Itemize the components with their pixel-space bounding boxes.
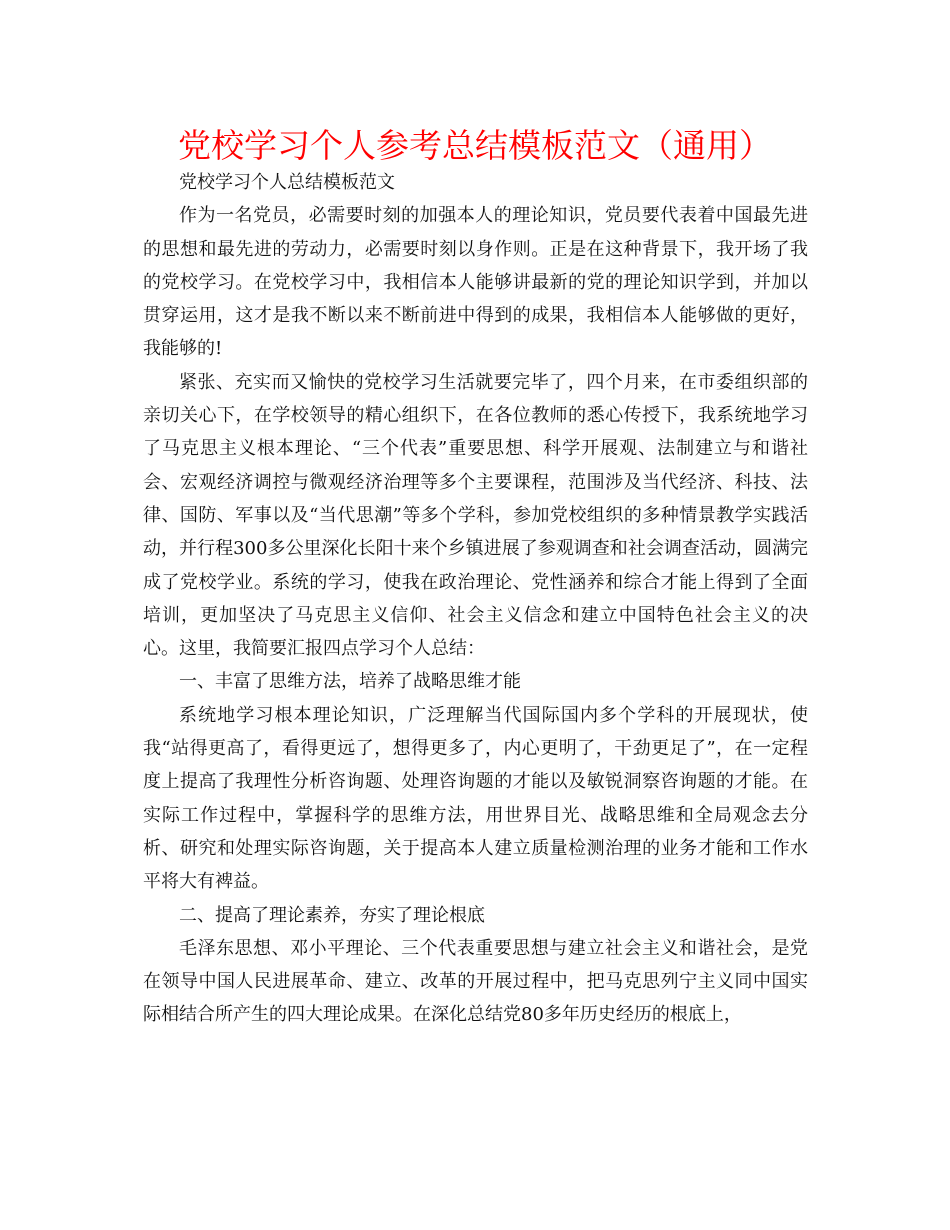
- body-paragraph: 紧张、充实而又愉快的党校学习生活就要完毕了，四个月来，在市委组织部的亲切关心下，在学校领导的精心组织下，在各位教师的悉心传授下，我系统地学习了马克思主义根本理论、“三个代表”重要思想、科学开展观、法制建立与和谐社会、宏观经济调控与微观经济治理等多个主要课程，范围涉及当代经济、科技、法律、国防、军事以及“当代思潮”等多个学科，参加党校组织的多种情景教学实践活动，并行程300多公里深化长阳十来个乡镇进展了参观调查和社会调查活动，圆满完成了党校学业。系统的学习，使我在政治理论、党性涵养和综合才能上得到了全面培训，更加坚决了马克思主义信仰、社会主义信念和建立中国特色社会主义的决心。这里，我简要汇报四点学习个人总结：: [143, 371, 808, 660]
- section-heading: 二、提高了理论素养，夯实了理论根底: [179, 904, 485, 926]
- document-body: [143, 166, 808, 1032]
- subtitle-paragraph: 党校学习个人总结模板范文: [179, 172, 395, 193]
- body-paragraph: 系统地学习根本理论知识，广泛理解当代国际国内多个学科的开展现状，使我“站得更高了，看得更远了，想得更多了，内心更明了，干劲更足了”，在一定程度上提高了我理性分析咨询题、处理咨询题的才能以及敏锐洞察咨询题的才能。在实际工作过程中，掌握科学的思维方法，用世界目光、战略思维和全局观念去分析、研究和处理实际咨询题，关于提高本人建立质量检测治理的业务才能和工作水平将大有裨益。: [143, 704, 808, 893]
- body-paragraph: 作为一名党员，必需要时刻的加强本人的理论知识，党员要代表着中国最先进的思想和最先进的劳动力，必需要时刻以身作则。正是在这种背景下，我开场了我的党校学习。在党校学习中，我相信本人能够讲最新的党的理论知识学到，并加以贯穿运用，这才是我不断以来不断前进中得到的成果，我相信本人能够做的更好，我能够的!: [143, 205, 808, 360]
- body-paragraph: 毛泽东思想、邓小平理论、三个代表重要思想与建立社会主义和谐社会，是党在领导中国人民进展革命、建立、改革的开展过程中，把马克思列宁主义同中国实际相结合所产生的四大理论成果。在深化总结党80多年历史经历的根底上，: [143, 937, 808, 1026]
- section-heading: 一、丰富了思维方法，培养了战略思维才能: [179, 671, 521, 693]
- document-title: 党校学习个人参考总结模板范文（通用）: [178, 126, 772, 165]
